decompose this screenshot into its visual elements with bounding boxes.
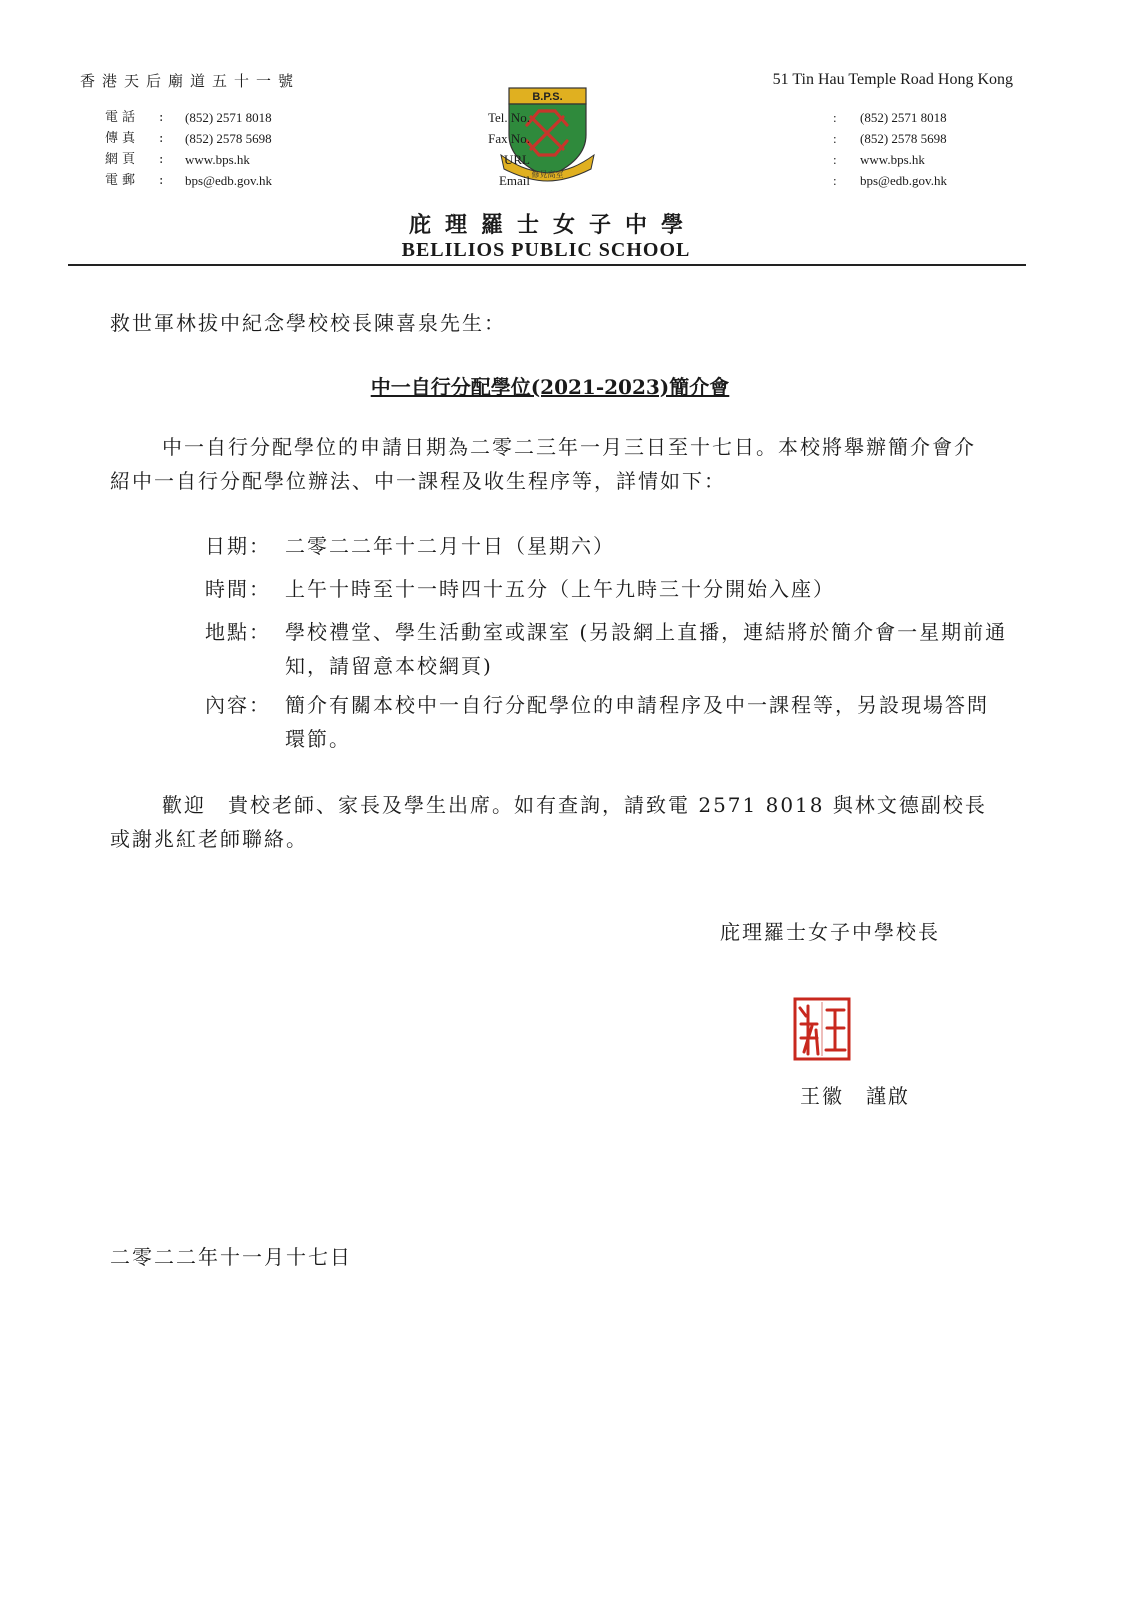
- contact-value: bps@edb.gov.hk: [860, 173, 947, 188]
- contact-label: Tel. No.: [487, 110, 530, 125]
- detail-label: 時間：: [205, 577, 271, 601]
- contact-sep: :: [159, 173, 164, 188]
- seal-stamp-icon: [792, 996, 852, 1062]
- detail-value: 簡介有關本校中一自行分配學位的申請程序及中一課程等，另設現場答問環節。: [285, 693, 989, 751]
- contact-label: URL: [504, 152, 530, 167]
- detail-label: 日期：: [205, 534, 271, 558]
- contact-value: www.bps.hk: [185, 152, 250, 167]
- school-name-zh: 庇理羅士女子中學: [408, 212, 697, 238]
- contact-sep: :: [159, 131, 164, 146]
- signatory: 王徽 謹啟: [800, 1084, 910, 1108]
- crest-top-text: B.P.S.: [532, 91, 563, 103]
- contact-value: (852) 2578 5698: [185, 131, 272, 146]
- closing-paragraph: 歡迎 貴校老師、家長及學生出席。如有查詢，請致電 2571 8018 與林文德副校長或謝兆紅老師聯絡。: [110, 793, 987, 851]
- contact-sep: :: [833, 110, 837, 125]
- detail-label: 內容：: [205, 693, 271, 717]
- contact-sep: :: [833, 131, 837, 146]
- letterhead: [0, 0, 1131, 270]
- contact-sep: :: [833, 152, 837, 167]
- letter-title: 中一自行分配學位(2021-2023)簡介會: [370, 375, 730, 399]
- salutation: 救世軍林拔中紀念學校校長陳喜泉先生：: [110, 311, 506, 335]
- contact-label: 電話: [105, 110, 140, 125]
- contact-value: (852) 2571 8018: [860, 110, 947, 125]
- detail-value: 上午十時至十一時四十五分（上午九時三十分開始入座）: [285, 577, 835, 601]
- address-en: 51 Tin Hau Temple Road Hong Kong: [772, 71, 1013, 88]
- header-rule: [68, 264, 1026, 266]
- contact-value: (852) 2571 8018: [185, 110, 272, 125]
- contact-sep: :: [159, 152, 164, 167]
- signature-title: 庇理羅士女子中學校長: [720, 920, 940, 944]
- contact-sep: :: [833, 173, 837, 188]
- contact-label: 網頁: [105, 152, 140, 167]
- contact-value: bps@edb.gov.hk: [185, 173, 272, 188]
- principal-seal: [792, 996, 852, 1062]
- contact-value: www.bps.hk: [860, 152, 925, 167]
- contact-label: 電郵: [105, 173, 140, 188]
- crest-motto: 修見高室: [531, 170, 564, 179]
- contact-label: 傳真: [105, 131, 140, 146]
- contact-label: Fax No.: [488, 131, 530, 146]
- contacts-zh: [105, 107, 405, 197]
- school-name-en: BELILIOS PUBLIC SCHOOL: [401, 239, 691, 261]
- contact-value: (852) 2578 5698: [860, 131, 947, 146]
- letter-date: 二零二二年十一月十七日: [110, 1245, 352, 1269]
- detail-label: 地點：: [205, 620, 271, 644]
- address-zh: 香港天后廟道五十一號: [80, 72, 301, 90]
- contact-sep: :: [159, 110, 164, 125]
- contact-label: Email: [498, 173, 530, 188]
- detail-value: 學校禮堂、學生活動室或課室 (另設網上直播，連結將於簡介會一星期前通知，請留意本校網頁): [285, 620, 1008, 678]
- detail-value: 二零二二年十二月十日（星期六）: [285, 534, 615, 558]
- intro-paragraph: 中一自行分配學位的申請日期為二零二三年一月三日至十七日。本校將舉辦簡介會介紹中一自行分配學位辦法、中一課程及收生程序等，詳情如下：: [110, 435, 976, 493]
